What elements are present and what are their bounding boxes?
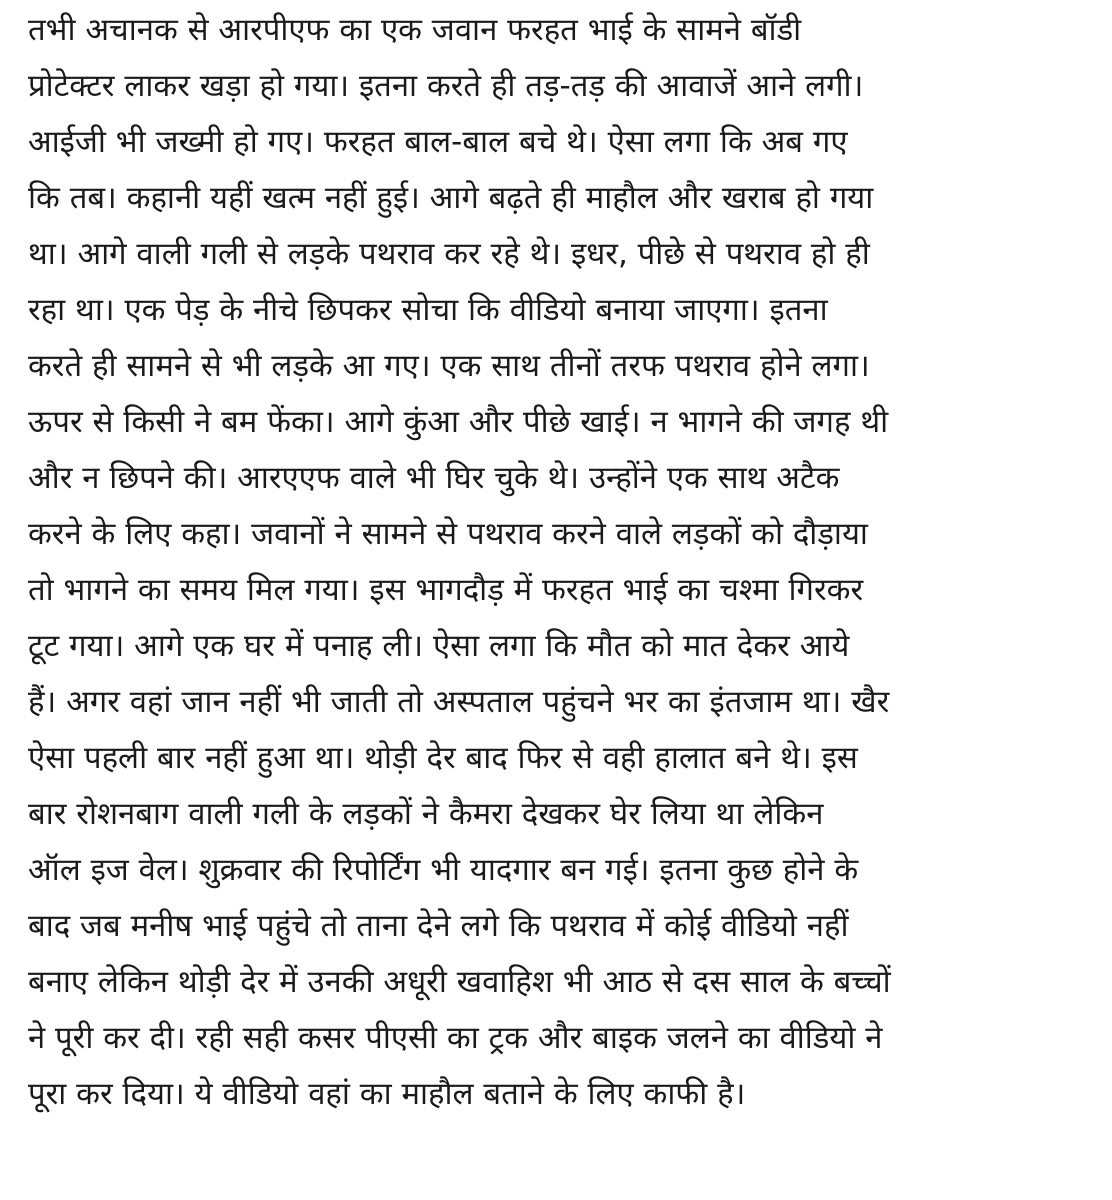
text-line: करते ही सामने से भी लड़के आ गए। एक साथ तीनों तरफ पथराव होने लगा। bbox=[28, 348, 870, 384]
text-line: पूरा कर दिया। ये वीडियो वहां का माहौल बताने के लिए काफी है। bbox=[28, 1076, 746, 1112]
text-line: आईजी भी जख्मी हो गए। फरहत बाल-बाल बचे थे। ऐसा लगा कि अब गए bbox=[28, 124, 848, 160]
text-line: कि तब। कहानी यहीं खत्म नहीं हुई। आगे बढ़ते ही माहौल और खराब हो गया bbox=[28, 180, 874, 216]
text-line: टूट गया। आगे एक घर में पनाह ली। ऐसा लगा कि मौत को मात देकर आये bbox=[28, 628, 850, 664]
text-line: ऊपर से किसी ने बम फेंका। आगे कुंआ और पीछे खाई। न भागने की जगह थी bbox=[28, 404, 889, 440]
text-line: बाद जब मनीष भाई पहुंचे तो ताना देने लगे कि पथराव में कोई वीडियो नहीं bbox=[28, 908, 849, 944]
text-line: ने पूरी कर दी। रही सही कसर पीएसी का ट्रक और बाइक जलने का वीडियो ने bbox=[28, 1020, 883, 1056]
text-line: ऐसा पहली बार नहीं हुआ था। थोड़ी देर बाद फिर से वही हालात बने थे। इस bbox=[28, 740, 858, 776]
text-line: बनाए लेकिन थोड़ी देर में उनकी अधूरी खवाहिश भी आठ से दस साल के बच्चों bbox=[28, 964, 891, 1000]
article-paragraph bbox=[28, 2, 1098, 1122]
text-line: तभी अचानक से आरपीएफ का एक जवान फरहत भाई के सामने बॉडी bbox=[28, 12, 802, 48]
text-line: और न छिपने की। आरएएफ वाले भी घिर चुके थे। उन्होंने एक साथ अटैक bbox=[28, 460, 840, 496]
text-line: प्रोटेक्टर लाकर खड़ा हो गया। इतना करते ही तड़-तड़ की आवाजें आने लगी। bbox=[28, 68, 864, 104]
text-line: रहा था। एक पेड़ के नीचे छिपकर सोचा कि वीडियो बनाया जाएगा। इतना bbox=[28, 292, 828, 328]
text-line: हैं। अगर वहां जान नहीं भी जाती तो अस्पताल पहुंचने भर का इंतजाम था। खैर bbox=[28, 684, 890, 720]
text-line: तो भागने का समय मिल गया। इस भागदौड़ में फरहत भाई का चश्मा गिरकर bbox=[28, 572, 864, 608]
text-line: ऑल इज वेल। शुक्रवार की रिपोर्टिंग भी यादगार बन गई। इतना कुछ होने के bbox=[28, 852, 859, 888]
text-line: था। आगे वाली गली से लड़के पथराव कर रहे थे। इधर, पीछे से पथराव हो ही bbox=[28, 236, 870, 272]
text-line: करने के लिए कहा। जवानों ने सामने से पथराव करने वाले लड़कों को दौड़ाया bbox=[28, 516, 868, 552]
text-line: बार रोशनबाग वाली गली के लड़कों ने कैमरा देखकर घेर लिया था लेकिन bbox=[28, 796, 824, 832]
